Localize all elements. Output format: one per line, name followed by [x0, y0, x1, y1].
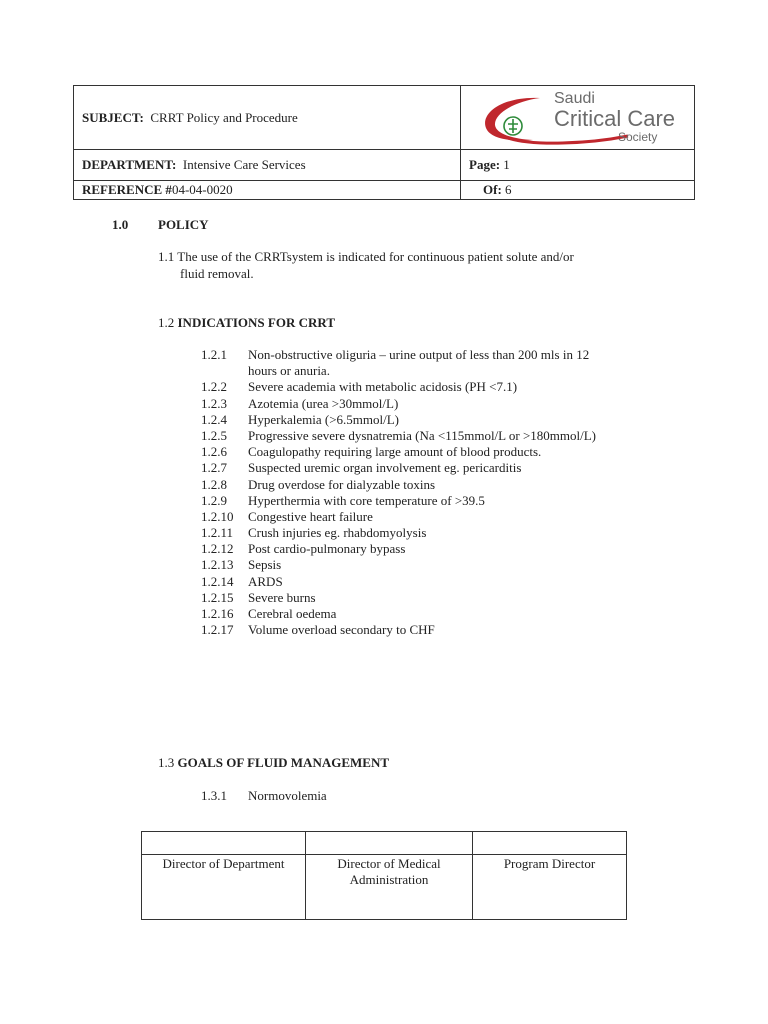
reference-cell	[74, 181, 461, 200]
department-cell	[74, 150, 461, 181]
list-item: 1.2.5 Progressive severe dysnatremia (Na <115mmol/L or >180mmol/L)	[201, 427, 597, 443]
list-item: 1.2.12 Post cardio-pulmonary bypass	[201, 541, 406, 557]
signature-cell	[142, 832, 306, 855]
list-item: 1.2.6 Coagulopathy requiring large amount of blood products.	[201, 444, 542, 460]
signature-table	[141, 831, 627, 920]
reference-label: REFERENCE #	[82, 182, 172, 197]
page-value: 1	[503, 157, 510, 172]
list-item: 1.2.7 Suspected uremic organ involvement eg. pericarditis	[201, 460, 522, 476]
subject-value: CRRT Policy and Procedure	[150, 109, 298, 125]
subject-cell	[74, 86, 461, 150]
logo-line1: Saudi	[554, 90, 595, 107]
goals-item	[201, 788, 327, 804]
reference-value: 04-04-0020	[171, 182, 233, 197]
list-item: 1.2.2 Severe academia with metabolic acidosis (PH <7.1)	[201, 379, 518, 395]
policy-number: 1.0	[112, 217, 129, 232]
list-item: 1.2.4 Hyperkalemia (>6.5mmol/L)	[201, 411, 400, 427]
indications-list	[201, 347, 596, 638]
policy-title: POLICY	[158, 217, 209, 232]
director-medical-admin-cell: Director of Medical Administration	[306, 855, 473, 920]
indications-title: INDICATIONS FOR CRRT	[177, 315, 335, 330]
indications-heading	[158, 315, 335, 331]
society-logo	[478, 88, 688, 148]
of-value: 6	[505, 182, 512, 197]
list-item: 1.2.17 Volume overload secondary to CHF	[201, 622, 435, 638]
indications-number: 1.2	[158, 315, 175, 330]
signature-cell	[473, 832, 627, 855]
goals-number: 1.3	[158, 755, 175, 770]
goals-item-text: Normovolemia	[248, 788, 327, 803]
of-label: Of:	[483, 182, 502, 197]
director-department-cell: Director of Department	[142, 855, 306, 920]
list-item: 1.2.15 Severe burns	[201, 589, 316, 605]
goals-heading	[158, 755, 389, 771]
policy-paragraph-line2: fluid removal.	[180, 266, 254, 281]
list-item: 1.2.10 Congestive heart failure	[201, 508, 373, 524]
page-cell	[461, 150, 695, 181]
list-item: 1.2.1 Non-obstructive oliguria – urine output of less than 200 mls in 12	[201, 347, 590, 362]
goals-item-number: 1.3.1	[201, 788, 227, 803]
list-item: 1.2.8 Drug overdose for dialyzable toxins	[201, 476, 436, 492]
list-item: 1.2.13 Sepsis	[201, 557, 282, 573]
emblem-icon	[502, 115, 524, 137]
of-cell	[461, 181, 695, 200]
logo-line3: Society	[618, 130, 658, 144]
list-item-continuation: hours or anuria.	[248, 363, 330, 379]
list-item: 1.2.11 Crush injuries eg. rhabdomyolysis	[201, 525, 427, 541]
page-label: Page:	[469, 157, 501, 172]
department-label: DEPARTMENT:	[82, 157, 177, 172]
program-director-cell: Program Director	[473, 855, 627, 920]
list-item: 1.2.16 Cerebral oedema	[201, 606, 337, 621]
policy-paragraph-line1: 1.1 The use of the CRRTsystem is indicated for continuous patient solute and/or	[158, 249, 574, 264]
list-item: 1.2.14 ARDS	[201, 573, 283, 589]
signature-cell	[306, 832, 473, 855]
logo-line2: Critical Care	[554, 106, 676, 131]
department-value: Intensive Care Services	[182, 157, 306, 172]
subject-label: SUBJECT:	[82, 109, 144, 125]
goals-title: GOALS OF FLUID MANAGEMENT	[177, 755, 389, 770]
list-item: 1.2.9 Hyperthermia with core temperature of >39.5	[201, 492, 485, 508]
list-item: 1.2.3 Azotemia (urea >30mmol/L)	[201, 395, 399, 411]
